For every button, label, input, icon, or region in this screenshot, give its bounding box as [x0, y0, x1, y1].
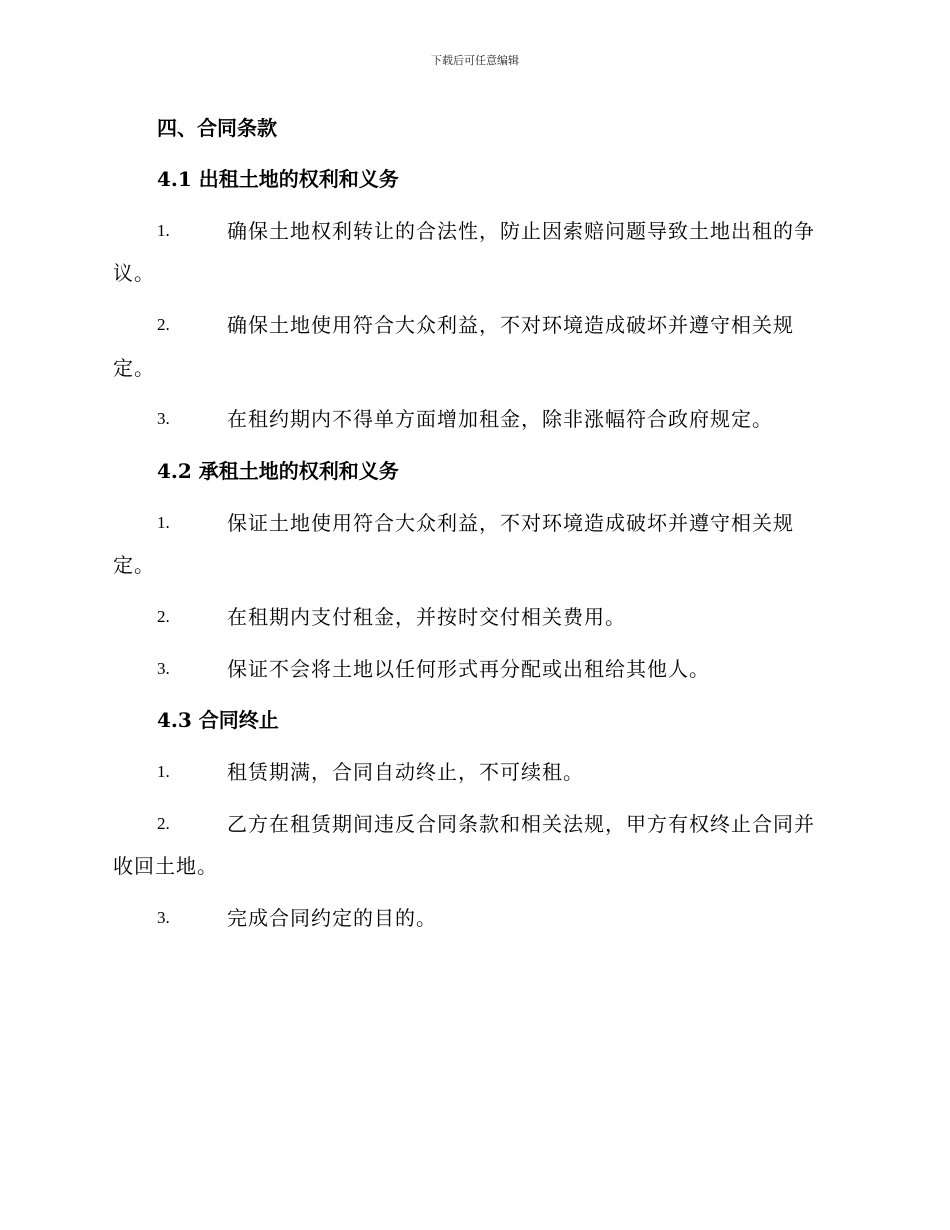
item-number: 2.: [157, 607, 170, 626]
item-text-continuation: 收回土地。: [113, 854, 218, 878]
item-number: 3.: [157, 659, 170, 678]
item-text: 保证土地使用符合大众利益，不对环境造成破坏并遵守相关规: [227, 511, 794, 535]
item-number: 2.: [157, 814, 170, 833]
subsection-title-4-2: 4.2 承租土地的权利和义务: [157, 459, 399, 483]
item-text-continuation: 定。: [113, 553, 155, 577]
subsection-title-4-1: 4.1 出租土地的权利和义务: [157, 167, 399, 191]
item-text: 租赁期满，合同自动终止，不可续租。: [227, 760, 584, 784]
item-text: 确保土地权利转让的合法性，防止因索赔问题导致土地出租的争: [227, 219, 815, 243]
subsection-title-4-3: 4.3 合同终止: [157, 708, 279, 732]
item-text: 乙方在租赁期间违反合同条款和相关法规，甲方有权终止合同并: [227, 812, 815, 836]
page-header: 下载后可任意编辑: [431, 54, 519, 67]
item-number: 3.: [157, 409, 170, 428]
item-number: 1.: [157, 762, 170, 781]
item-number: 2.: [157, 315, 170, 334]
item-number: 1.: [157, 221, 170, 240]
item-text: 保证不会将土地以任何形式再分配或出租给其他人。: [227, 657, 710, 681]
item-text-continuation: 定。: [113, 356, 155, 380]
item-text: 完成合同约定的目的。: [227, 906, 437, 930]
section-title: 四、合同条款: [157, 116, 277, 140]
item-number: 3.: [157, 908, 170, 927]
item-number: 1.: [157, 513, 170, 532]
item-text: 确保土地使用符合大众利益，不对环境造成破坏并遵守相关规: [227, 313, 794, 337]
item-text: 在租期内支付租金，并按时交付相关费用。: [227, 605, 626, 629]
item-text-continuation: 议。: [113, 261, 155, 285]
item-text: 在租约期内不得单方面增加租金，除非涨幅符合政府规定。: [227, 407, 773, 431]
